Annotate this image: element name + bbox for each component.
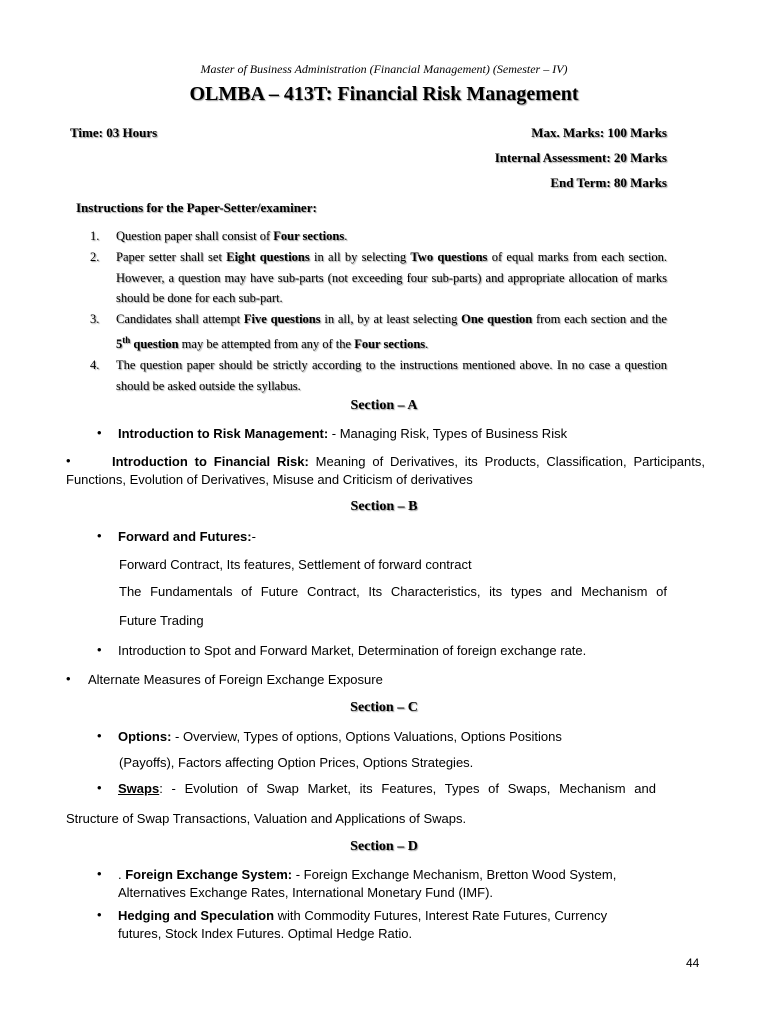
future-contract-line: The Fundamentals of Future Contract, Its Characteristics, its types and Mechanism of <box>119 584 667 599</box>
page-number: 44 <box>686 956 700 970</box>
section-d-heading: Section – D <box>350 839 418 854</box>
instruction-number: 4. <box>90 357 100 372</box>
instruction-number: 3. <box>90 312 100 327</box>
end-term-marks: End Term: 80 Marks <box>550 175 667 190</box>
topic-foreign-exchange-exposure: Alternate Measures of Foreign Exchange Exposure <box>88 672 383 687</box>
bullet-icon: • <box>66 671 71 686</box>
topic-hedging-speculation: Hedging and Speculation with Commodity Futures, Interest Rate Futures, Currency futures, Stock Index Futures. Optimal Hedge Ratio. <box>118 908 608 941</box>
bullet-icon: • <box>97 642 102 657</box>
instruction-number: 1. <box>90 229 100 243</box>
instruction-item <box>90 226 667 247</box>
instructions-list <box>90 226 667 397</box>
instruction-text: Question paper shall consist of Four sections. <box>116 229 348 243</box>
instruction-text: Candidates shall attempt Five questions in all, by at least selecting One question from each section and the 5th question may be attempted from any of the Four sections. <box>116 312 667 352</box>
bullet-icon: • <box>97 780 102 795</box>
instruction-item <box>90 309 667 355</box>
section-b-heading: Section – B <box>350 499 418 514</box>
section-a-heading: Section – A <box>350 398 418 413</box>
bullet-icon: • <box>66 453 71 468</box>
topic-swaps-continued: Structure of Swap Transactions, Valuation and Applications of Swaps. <box>66 811 467 826</box>
forward-contract-line: Forward Contract, Its features, Settlement of forward contract <box>119 557 472 572</box>
instruction-item <box>90 247 667 309</box>
instruction-item <box>90 355 667 397</box>
future-trading-line: Future Trading <box>119 613 204 628</box>
bullet-icon: • <box>97 866 102 881</box>
time-label: Time: 03 Hours <box>70 125 158 140</box>
topic-intro-financial-risk: Introduction to Financial Risk: Meaning of Derivatives, its Products, Classification, Participants, Functions, Evolution of Derivatives, Misuse and Criticism of derivatives <box>66 454 705 487</box>
topic-spot-forward-market: Introduction to Spot and Forward Market, Determination of foreign exchange rate. <box>118 643 587 658</box>
bullet-icon: • <box>97 528 102 543</box>
max-marks: Max. Marks: 100 Marks <box>531 125 667 140</box>
instruction-text: Paper setter shall set Eight questions in all by selecting Two questions of equal marks from each section. However, a question may have sub-parts (not exceeding four sub-parts) and appropriate allocation of marks should be done for each sub-part. <box>116 249 667 306</box>
instruction-text: The question paper should be strictly according to the instructions mentioned above. In no case a question should be asked outside the syllabus. <box>116 357 667 393</box>
topic-options: Options: - Overview, Types of options, Options Valuations, Options Positions <box>118 729 562 744</box>
instruction-number: 2. <box>90 249 100 264</box>
course-title: OLMBA – 413T: Financial Risk Management <box>189 83 579 105</box>
bullet-icon: • <box>97 728 102 743</box>
topic-forward-futures: Forward and Futures:- <box>118 529 256 544</box>
bullet-icon: • <box>97 907 102 922</box>
program-line: Master of Business Administration (Financial Management) (Semester – IV) <box>200 62 568 76</box>
topic-intro-risk-management: Introduction to Risk Management: - Managing Risk, Types of Business Risk <box>118 426 568 441</box>
section-c-heading: Section – C <box>350 700 418 715</box>
internal-assessment-marks: Internal Assessment: 20 Marks <box>494 150 667 165</box>
topic-foreign-exchange-system: . Foreign Exchange System: - Foreign Exchange Mechanism, Bretton Wood System, Alternatives Exchange Rates, International Monetary Fund (IMF). <box>118 867 617 900</box>
topic-options-continued: (Payoffs), Factors affecting Option Prices, Options Strategies. <box>119 755 474 770</box>
instructions-heading: Instructions for the Paper-Setter/examiner: <box>76 200 317 215</box>
bullet-icon: • <box>97 425 102 440</box>
topic-swaps: Swaps: - Evolution of Swap Market, its Features, Types of Swaps, Mechanism and <box>118 781 656 796</box>
